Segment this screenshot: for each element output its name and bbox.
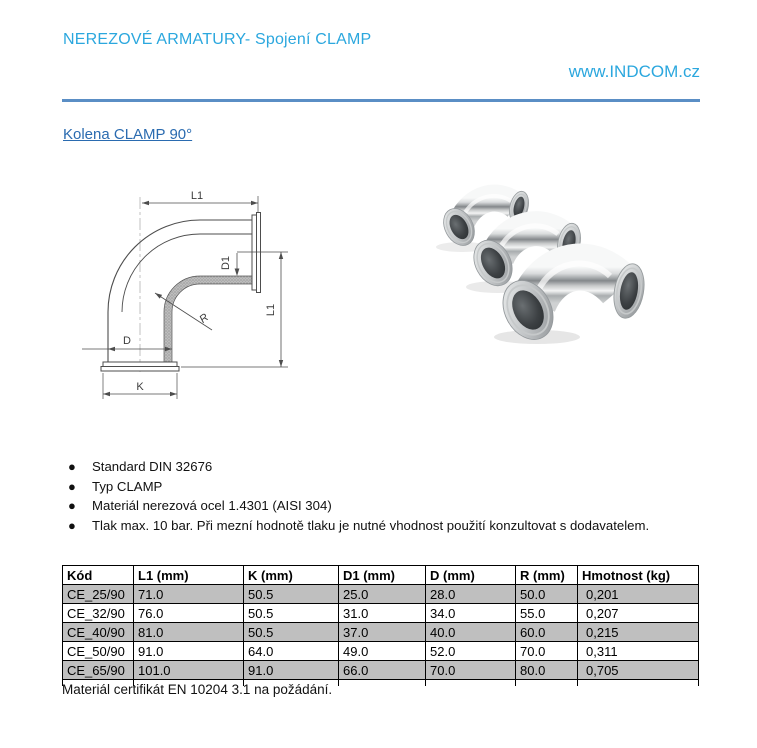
section-heading-link[interactable]: Kolena CLAMP 90°	[63, 126, 193, 143]
table-header-cell: K (mm)	[244, 566, 339, 585]
table-cell: 60.0	[516, 623, 578, 642]
technical-drawing	[75, 168, 305, 413]
spec-bullet-list	[63, 457, 713, 535]
bullet-icon: ●	[68, 517, 76, 533]
product-photo	[420, 160, 720, 360]
table-cell: 50.0	[516, 585, 578, 604]
bullet-text: Tlak max. 10 bar. Při mezní hodnotě tlaku je nutné vhodnost použití konzultovat s dodavatelem.	[92, 517, 650, 533]
arrow-icon	[155, 293, 162, 299]
table-cell: 91.0	[134, 642, 244, 661]
page-title: NEREZOVÉ ARMATURY- Spojení CLAMP	[63, 31, 372, 48]
table-cell: 80.0	[516, 661, 578, 680]
table-cell: 66.0	[339, 661, 426, 680]
table-header-cell: Hmotnost (kg)	[578, 566, 699, 585]
arrow-icon	[142, 201, 149, 205]
table-header-row	[63, 566, 699, 585]
table-cell: 50.5	[244, 585, 339, 604]
table-row	[63, 623, 699, 642]
arrow-icon	[279, 360, 283, 367]
dim-label-l1-top: L1	[190, 190, 204, 202]
table-cell: 0,201	[578, 585, 699, 604]
table-cell: 40.0	[426, 623, 516, 642]
table-cell: CE_40/90	[63, 623, 134, 642]
table-cell: CE_50/90	[63, 642, 134, 661]
table-header-cell: D (mm)	[426, 566, 516, 585]
elbow-mid-wall	[122, 234, 252, 312]
bottom-flange-lip	[101, 367, 179, 372]
table-cell: 34.0	[426, 604, 516, 623]
dimension-table	[62, 565, 699, 686]
table-cell: 0,705	[578, 661, 699, 680]
table-cell: 64.0	[244, 642, 339, 661]
dim-label-k: K	[136, 381, 144, 393]
certificate-footnote: Materiál certifikát EN 10204 3.1 na požádání.	[62, 682, 333, 697]
arrow-icon	[103, 392, 110, 396]
table-cell: 0,311	[578, 642, 699, 661]
table-row	[63, 585, 699, 604]
bullet-item	[63, 477, 713, 497]
table-cell: 0,215	[578, 623, 699, 642]
table-cell: 52.0	[426, 642, 516, 661]
elbow-photo-large	[493, 261, 648, 348]
arrow-icon	[251, 201, 258, 205]
header-divider	[62, 99, 700, 102]
table-cell: 81.0	[134, 623, 244, 642]
table-cell: 91.0	[244, 661, 339, 680]
bullet-icon: ●	[68, 498, 76, 513]
table-cell: 50.5	[244, 604, 339, 623]
bullet-icon: ●	[68, 459, 76, 474]
table-header-cell: Kód	[63, 566, 134, 585]
table-cell: CE_32/90	[63, 604, 134, 623]
table-cell: 71.0	[134, 585, 244, 604]
bullet-text: Materiál nerezová ocel 1.4301 (AISI 304)	[92, 498, 332, 513]
table-cell: 101.0	[134, 661, 244, 680]
table-header-cell: D1 (mm)	[339, 566, 426, 585]
table-cell: 50.5	[244, 623, 339, 642]
dim-label-r: R	[197, 311, 211, 326]
dim-label-l1-right: L1	[265, 303, 277, 317]
table-cell: 37.0	[339, 623, 426, 642]
right-flange-lip	[257, 213, 261, 293]
bullet-item	[63, 457, 713, 477]
dim-label-d: D	[123, 335, 131, 347]
table-cell: 55.0	[516, 604, 578, 623]
bullet-item	[63, 496, 713, 516]
dim-label-d1: D1	[220, 255, 232, 271]
bullet-text: Typ CLAMP	[92, 478, 163, 494]
bullet-item	[63, 516, 713, 536]
arrow-icon	[279, 252, 283, 259]
table-cell: 25.0	[339, 585, 426, 604]
table-cell: 49.0	[339, 642, 426, 661]
table-header-cell: L1 (mm)	[134, 566, 244, 585]
table-row	[63, 604, 699, 623]
table-cell: CE_65/90	[63, 661, 134, 680]
table-cell: CE_25/90	[63, 585, 134, 604]
table-cell: 70.0	[426, 661, 516, 680]
arrow-icon	[170, 392, 177, 396]
table-cell: 31.0	[339, 604, 426, 623]
arrow-icon	[235, 269, 240, 277]
table-cell: 70.0	[516, 642, 578, 661]
bullet-text: Standard DIN 32676	[92, 459, 213, 474]
table-header-cell: R (mm)	[516, 566, 578, 585]
table-row	[63, 661, 699, 680]
table-row	[63, 642, 699, 661]
table-cell: 28.0	[426, 585, 516, 604]
arrow-icon	[108, 347, 115, 351]
website-link[interactable]: www.INDCOM.cz	[568, 62, 700, 81]
bullet-icon: ●	[68, 478, 76, 494]
table-cell: 0,207	[578, 604, 699, 623]
table-cell: 76.0	[134, 604, 244, 623]
